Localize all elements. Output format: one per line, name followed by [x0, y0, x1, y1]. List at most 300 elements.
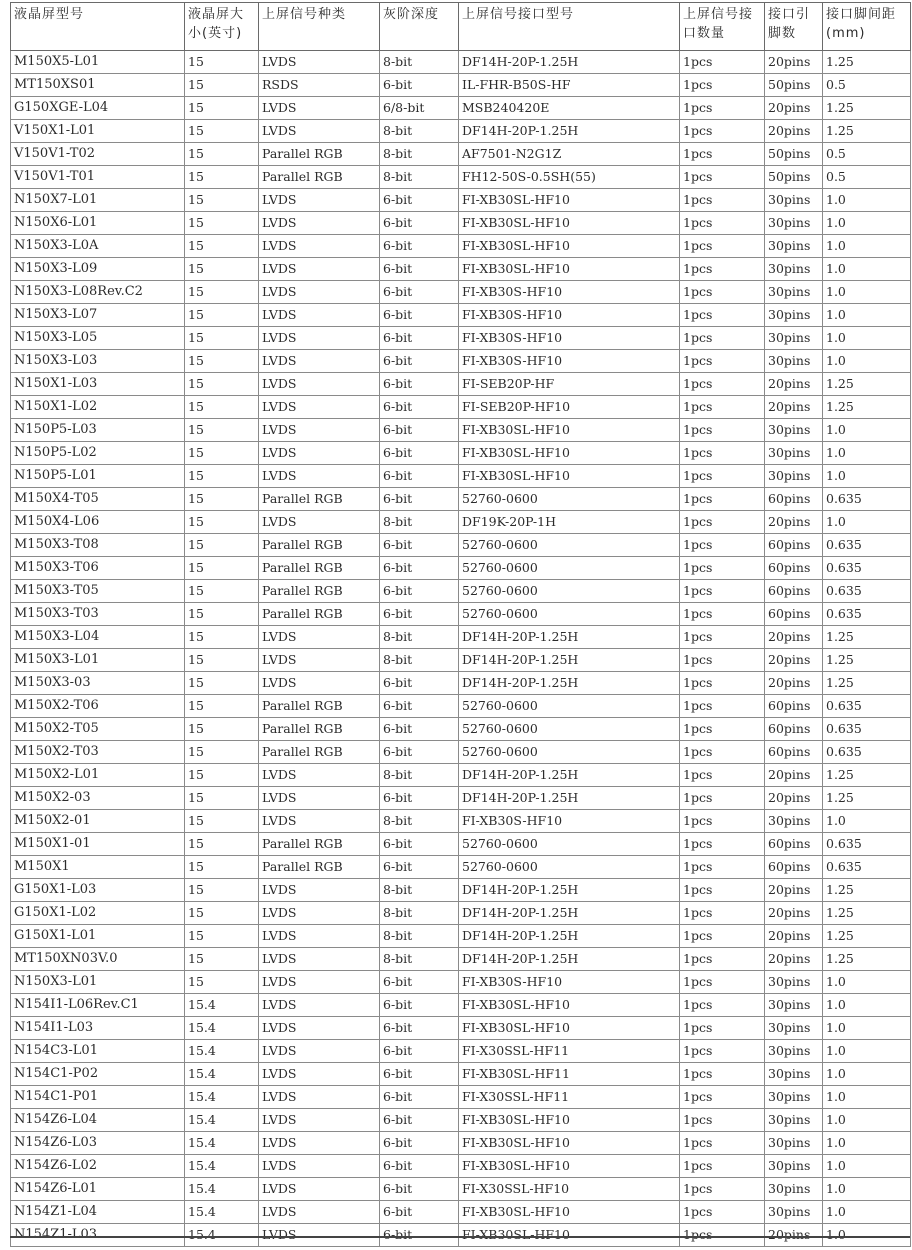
table-row	[11, 718, 911, 741]
table-row	[11, 925, 911, 948]
header-signal-type: 上屏信号种类	[259, 3, 380, 51]
cell-connector-count: 1pcs	[680, 833, 765, 856]
cell-connector-count: 1pcs	[680, 764, 765, 787]
cell-pin-pitch: 1.25	[823, 787, 911, 810]
cell-gray-depth: 6-bit	[380, 994, 459, 1017]
cell-connector-count: 1pcs	[680, 856, 765, 879]
cell-connector-count: 1pcs	[680, 925, 765, 948]
cell-pin-pitch: 1.0	[823, 419, 911, 442]
header-gray-depth: 灰阶深度	[380, 3, 459, 51]
cell-size: 15.4	[185, 1063, 259, 1086]
cell-connector-model: 52760-0600	[459, 833, 680, 856]
cell-signal-type: LVDS	[259, 1086, 380, 1109]
cell-pin-count: 20pins	[765, 787, 823, 810]
cell-size: 15	[185, 971, 259, 994]
cell-gray-depth: 6-bit	[380, 396, 459, 419]
cell-pin-count: 30pins	[765, 994, 823, 1017]
table-row	[11, 120, 911, 143]
cell-signal-type: Parallel RGB	[259, 695, 380, 718]
table-row	[11, 948, 911, 971]
cell-gray-depth: 6-bit	[380, 281, 459, 304]
cell-signal-type: Parallel RGB	[259, 488, 380, 511]
cell-size: 15	[185, 741, 259, 764]
cell-connector-model: DF14H-20P-1.25H	[459, 902, 680, 925]
cell-pin-pitch: 1.0	[823, 1109, 911, 1132]
cell-connector-count: 1pcs	[680, 396, 765, 419]
cell-size: 15	[185, 258, 259, 281]
table-row	[11, 1178, 911, 1201]
cell-gray-depth: 6-bit	[380, 971, 459, 994]
cell-gray-depth: 8-bit	[380, 511, 459, 534]
cell-size: 15	[185, 764, 259, 787]
cell-model: M150X2-03	[11, 787, 185, 810]
cell-gray-depth: 8-bit	[380, 166, 459, 189]
cell-connector-model: FI-XB30SL-HF10	[459, 465, 680, 488]
cell-size: 15	[185, 488, 259, 511]
cell-signal-type: Parallel RGB	[259, 741, 380, 764]
cell-size: 15	[185, 74, 259, 97]
cell-connector-model: 52760-0600	[459, 580, 680, 603]
cell-connector-count: 1pcs	[680, 626, 765, 649]
cell-signal-type: LVDS	[259, 649, 380, 672]
cell-connector-count: 1pcs	[680, 810, 765, 833]
cell-connector-count: 1pcs	[680, 1201, 765, 1224]
cell-connector-model: IL-FHR-B50S-HF	[459, 74, 680, 97]
cell-connector-model: FI-XB30S-HF10	[459, 281, 680, 304]
cell-size: 15	[185, 879, 259, 902]
cell-pin-count: 50pins	[765, 166, 823, 189]
cell-model: N150X3-L09	[11, 258, 185, 281]
cell-connector-model: 52760-0600	[459, 741, 680, 764]
cell-pin-count: 30pins	[765, 327, 823, 350]
cell-pin-count: 20pins	[765, 672, 823, 695]
cell-model: M150X2-01	[11, 810, 185, 833]
cell-pin-count: 60pins	[765, 534, 823, 557]
cell-signal-type: LVDS	[259, 212, 380, 235]
cell-connector-count: 1pcs	[680, 120, 765, 143]
cell-connector-model: FI-SEB20P-HF10	[459, 396, 680, 419]
table-row	[11, 1132, 911, 1155]
cell-signal-type: LVDS	[259, 327, 380, 350]
cell-pin-count: 30pins	[765, 1086, 823, 1109]
cell-pin-count: 20pins	[765, 764, 823, 787]
cell-connector-count: 1pcs	[680, 281, 765, 304]
cell-signal-type: LVDS	[259, 1155, 380, 1178]
table-header-row	[11, 3, 911, 51]
header-pin-pitch: 接口脚间距(mm)	[823, 3, 911, 51]
cell-pin-count: 20pins	[765, 902, 823, 925]
cell-signal-type: Parallel RGB	[259, 580, 380, 603]
cell-pin-count: 30pins	[765, 1017, 823, 1040]
cell-pin-pitch: 1.0	[823, 442, 911, 465]
cell-pin-count: 20pins	[765, 925, 823, 948]
cell-signal-type: LVDS	[259, 948, 380, 971]
cell-pin-pitch: 0.635	[823, 557, 911, 580]
table-row	[11, 787, 911, 810]
cell-pin-count: 20pins	[765, 396, 823, 419]
cell-pin-pitch: 1.25	[823, 51, 911, 74]
cell-pin-pitch: 0.635	[823, 580, 911, 603]
cell-model: N150X1-L03	[11, 373, 185, 396]
cell-model: M150X3-T03	[11, 603, 185, 626]
cell-connector-count: 1pcs	[680, 1109, 765, 1132]
cell-connector-count: 1pcs	[680, 1086, 765, 1109]
header-connector-model: 上屏信号接口型号	[459, 3, 680, 51]
cell-model: N154Z1-L03	[11, 1224, 185, 1247]
cell-gray-depth: 6-bit	[380, 1155, 459, 1178]
table-row	[11, 603, 911, 626]
cell-model: N154C3-L01	[11, 1040, 185, 1063]
cell-connector-model: FI-XB30SL-HF10	[459, 442, 680, 465]
cell-connector-model: DF14H-20P-1.25H	[459, 649, 680, 672]
cell-gray-depth: 6-bit	[380, 1224, 459, 1247]
cell-size: 15.4	[185, 1224, 259, 1247]
cell-gray-depth: 6-bit	[380, 1109, 459, 1132]
cell-connector-count: 1pcs	[680, 74, 765, 97]
table-row	[11, 1040, 911, 1063]
cell-size: 15.4	[185, 1155, 259, 1178]
cell-connector-count: 1pcs	[680, 971, 765, 994]
cell-model: M150X2-T05	[11, 718, 185, 741]
cell-size: 15	[185, 626, 259, 649]
cell-model: M150X3-L04	[11, 626, 185, 649]
table-row	[11, 97, 911, 120]
cell-pin-pitch: 0.635	[823, 488, 911, 511]
cell-model: M150X3-T06	[11, 557, 185, 580]
cell-signal-type: LVDS	[259, 465, 380, 488]
cell-model: MT150XN03V.0	[11, 948, 185, 971]
cell-pin-pitch: 0.635	[823, 695, 911, 718]
cell-pin-pitch: 1.25	[823, 396, 911, 419]
cell-model: V150X1-L01	[11, 120, 185, 143]
cell-connector-model: FI-XB30SL-HF10	[459, 212, 680, 235]
cell-pin-pitch: 1.25	[823, 879, 911, 902]
cell-gray-depth: 6-bit	[380, 189, 459, 212]
table-row	[11, 51, 911, 74]
cell-pin-pitch: 0.635	[823, 718, 911, 741]
cell-pin-pitch: 1.0	[823, 810, 911, 833]
cell-size: 15	[185, 649, 259, 672]
cell-connector-model: DF14H-20P-1.25H	[459, 120, 680, 143]
cell-size: 15	[185, 833, 259, 856]
cell-gray-depth: 6-bit	[380, 442, 459, 465]
cell-pin-count: 30pins	[765, 189, 823, 212]
cell-pin-count: 30pins	[765, 1132, 823, 1155]
cell-signal-type: LVDS	[259, 258, 380, 281]
table-row	[11, 902, 911, 925]
cell-connector-count: 1pcs	[680, 649, 765, 672]
cell-connector-count: 1pcs	[680, 718, 765, 741]
cell-connector-model: FI-XB30S-HF10	[459, 350, 680, 373]
cell-connector-count: 1pcs	[680, 442, 765, 465]
cell-connector-model: FI-XB30SL-HF10	[459, 419, 680, 442]
cell-pin-count: 30pins	[765, 810, 823, 833]
cell-connector-model: FI-XB30SL-HF10	[459, 1155, 680, 1178]
cell-pin-pitch: 0.635	[823, 856, 911, 879]
cell-connector-model: FI-XB30SL-HF10	[459, 1109, 680, 1132]
cell-model: M150X2-T06	[11, 695, 185, 718]
cell-pin-pitch: 1.25	[823, 120, 911, 143]
cell-signal-type: LVDS	[259, 672, 380, 695]
cell-connector-count: 1pcs	[680, 787, 765, 810]
cell-pin-count: 30pins	[765, 1155, 823, 1178]
cell-model: M150X3-L01	[11, 649, 185, 672]
cell-signal-type: LVDS	[259, 442, 380, 465]
cell-connector-model: FI-XB30SL-HF10	[459, 258, 680, 281]
cell-signal-type: LVDS	[259, 396, 380, 419]
cell-connector-model: FI-XB30SL-HF10	[459, 235, 680, 258]
cell-model: N150X3-L03	[11, 350, 185, 373]
cell-connector-model: FI-XB30SL-HF11	[459, 1063, 680, 1086]
cell-gray-depth: 8-bit	[380, 51, 459, 74]
cell-model: M150X4-L06	[11, 511, 185, 534]
table-row	[11, 74, 911, 97]
cell-pin-count: 30pins	[765, 419, 823, 442]
cell-model: N150X3-L08Rev.C2	[11, 281, 185, 304]
cell-signal-type: LVDS	[259, 1063, 380, 1086]
cell-pin-pitch: 0.635	[823, 603, 911, 626]
cell-size: 15	[185, 695, 259, 718]
cell-pin-pitch: 0.5	[823, 166, 911, 189]
cell-connector-model: 52760-0600	[459, 856, 680, 879]
cell-connector-count: 1pcs	[680, 1155, 765, 1178]
cell-signal-type: LVDS	[259, 235, 380, 258]
cell-signal-type: LVDS	[259, 373, 380, 396]
cell-connector-count: 1pcs	[680, 1063, 765, 1086]
cell-pin-pitch: 1.0	[823, 235, 911, 258]
cell-size: 15	[185, 143, 259, 166]
cell-signal-type: LVDS	[259, 879, 380, 902]
cell-connector-count: 1pcs	[680, 695, 765, 718]
cell-size: 15	[185, 396, 259, 419]
cell-connector-count: 1pcs	[680, 327, 765, 350]
cell-size: 15	[185, 442, 259, 465]
cell-signal-type: LVDS	[259, 304, 380, 327]
table-row	[11, 833, 911, 856]
cell-gray-depth: 8-bit	[380, 810, 459, 833]
cell-size: 15	[185, 281, 259, 304]
cell-signal-type: LVDS	[259, 626, 380, 649]
cell-pin-pitch: 1.0	[823, 304, 911, 327]
cell-pin-count: 50pins	[765, 74, 823, 97]
cell-size: 15	[185, 511, 259, 534]
cell-pin-count: 20pins	[765, 97, 823, 120]
cell-pin-count: 30pins	[765, 304, 823, 327]
cell-pin-pitch: 1.0	[823, 281, 911, 304]
table-row	[11, 488, 911, 511]
table-body	[11, 51, 911, 1247]
cell-model: N154I1-L06Rev.C1	[11, 994, 185, 1017]
cell-model: N154Z1-L04	[11, 1201, 185, 1224]
cell-pin-pitch: 1.25	[823, 925, 911, 948]
cell-pin-pitch: 1.0	[823, 465, 911, 488]
table-row	[11, 304, 911, 327]
table-row	[11, 166, 911, 189]
cell-model: N150P5-L01	[11, 465, 185, 488]
cell-connector-count: 1pcs	[680, 304, 765, 327]
header-pin-count: 接口引脚数	[765, 3, 823, 51]
cell-gray-depth: 6-bit	[380, 350, 459, 373]
cell-pin-pitch: 1.0	[823, 1224, 911, 1247]
cell-size: 15	[185, 787, 259, 810]
cell-connector-count: 1pcs	[680, 672, 765, 695]
cell-connector-model: FI-XB30SL-HF10	[459, 994, 680, 1017]
cell-pin-count: 20pins	[765, 626, 823, 649]
cell-pin-pitch: 1.25	[823, 902, 911, 925]
cell-connector-model: FI-SEB20P-HF	[459, 373, 680, 396]
table-row	[11, 1063, 911, 1086]
cell-size: 15	[185, 304, 259, 327]
cell-pin-count: 30pins	[765, 281, 823, 304]
cell-gray-depth: 6-bit	[380, 1201, 459, 1224]
cell-pin-count: 30pins	[765, 442, 823, 465]
cell-pin-count: 20pins	[765, 511, 823, 534]
cell-size: 15	[185, 373, 259, 396]
cell-pin-pitch: 1.0	[823, 1178, 911, 1201]
cell-connector-model: FI-XB30SL-HF10	[459, 1017, 680, 1040]
cell-connector-count: 1pcs	[680, 603, 765, 626]
cell-size: 15	[185, 189, 259, 212]
cell-pin-count: 20pins	[765, 51, 823, 74]
cell-connector-model: FI-XB30SL-HF10	[459, 1201, 680, 1224]
cell-connector-count: 1pcs	[680, 51, 765, 74]
table-row	[11, 580, 911, 603]
table-row	[11, 672, 911, 695]
cell-size: 15	[185, 603, 259, 626]
cell-size: 15	[185, 235, 259, 258]
cell-model: M150X2-L01	[11, 764, 185, 787]
cell-gray-depth: 6-bit	[380, 304, 459, 327]
cell-pin-count: 20pins	[765, 120, 823, 143]
cell-connector-model: FI-X30SSL-HF10	[459, 1178, 680, 1201]
cell-connector-count: 1pcs	[680, 902, 765, 925]
cell-signal-type: LVDS	[259, 1178, 380, 1201]
cell-connector-model: FI-XB30S-HF10	[459, 304, 680, 327]
cell-connector-count: 1pcs	[680, 373, 765, 396]
cell-gray-depth: 8-bit	[380, 948, 459, 971]
cell-pin-count: 30pins	[765, 212, 823, 235]
cell-size: 15	[185, 166, 259, 189]
cell-pin-count: 60pins	[765, 741, 823, 764]
cell-pin-count: 60pins	[765, 833, 823, 856]
cell-connector-count: 1pcs	[680, 948, 765, 971]
cell-model: N150X1-L02	[11, 396, 185, 419]
cell-size: 15	[185, 810, 259, 833]
cell-signal-type: Parallel RGB	[259, 718, 380, 741]
cell-model: N154C1-P01	[11, 1086, 185, 1109]
cell-connector-count: 1pcs	[680, 1017, 765, 1040]
cell-gray-depth: 6-bit	[380, 74, 459, 97]
cell-gray-depth: 6-bit	[380, 1086, 459, 1109]
cell-gray-depth: 6-bit	[380, 695, 459, 718]
cell-signal-type: LVDS	[259, 189, 380, 212]
cell-connector-count: 1pcs	[680, 189, 765, 212]
cell-gray-depth: 6-bit	[380, 1178, 459, 1201]
cell-pin-count: 30pins	[765, 1040, 823, 1063]
cell-size: 15.4	[185, 1178, 259, 1201]
cell-model: G150X1-L01	[11, 925, 185, 948]
cell-model: V150V1-T02	[11, 143, 185, 166]
cell-gray-depth: 8-bit	[380, 143, 459, 166]
cell-gray-depth: 6-bit	[380, 1063, 459, 1086]
cell-model: M150X5-L01	[11, 51, 185, 74]
cell-connector-count: 1pcs	[680, 350, 765, 373]
cell-pin-pitch: 1.0	[823, 327, 911, 350]
cell-size: 15	[185, 925, 259, 948]
cell-signal-type: RSDS	[259, 74, 380, 97]
cell-connector-count: 1pcs	[680, 235, 765, 258]
cell-size: 15	[185, 856, 259, 879]
cell-pin-pitch: 1.0	[823, 1201, 911, 1224]
cell-model: M150X3-03	[11, 672, 185, 695]
cell-signal-type: LVDS	[259, 925, 380, 948]
cell-model: M150X2-T03	[11, 741, 185, 764]
cell-size: 15.4	[185, 1109, 259, 1132]
cell-connector-model: DF19K-20P-1H	[459, 511, 680, 534]
cell-signal-type: LVDS	[259, 419, 380, 442]
cell-signal-type: LVDS	[259, 511, 380, 534]
cell-model: G150X1-L03	[11, 879, 185, 902]
cell-signal-type: LVDS	[259, 1224, 380, 1247]
cell-model: N154C1-P02	[11, 1063, 185, 1086]
cell-size: 15.4	[185, 994, 259, 1017]
cell-connector-model: FI-X30SSL-HF11	[459, 1086, 680, 1109]
cell-connector-model: FI-XB30SL-HF10	[459, 1224, 680, 1247]
cell-signal-type: LVDS	[259, 1040, 380, 1063]
cell-gray-depth: 6-bit	[380, 212, 459, 235]
cell-signal-type: LVDS	[259, 810, 380, 833]
table-row	[11, 235, 911, 258]
cell-pin-pitch: 1.25	[823, 373, 911, 396]
table-row	[11, 511, 911, 534]
cell-size: 15	[185, 120, 259, 143]
cell-size: 15	[185, 327, 259, 350]
cell-connector-model: FI-XB30S-HF10	[459, 810, 680, 833]
cell-pin-count: 30pins	[765, 465, 823, 488]
cell-signal-type: LVDS	[259, 1201, 380, 1224]
cell-connector-count: 1pcs	[680, 879, 765, 902]
header-size: 液晶屏大小(英寸)	[185, 3, 259, 51]
cell-pin-pitch: 1.0	[823, 1155, 911, 1178]
cell-pin-pitch: 0.635	[823, 534, 911, 557]
cell-size: 15	[185, 465, 259, 488]
cell-pin-count: 30pins	[765, 1201, 823, 1224]
cell-signal-type: Parallel RGB	[259, 603, 380, 626]
cell-size: 15	[185, 419, 259, 442]
cell-model: N150X3-L05	[11, 327, 185, 350]
cell-pin-pitch: 1.0	[823, 1086, 911, 1109]
cell-connector-model: 52760-0600	[459, 557, 680, 580]
cell-gray-depth: 8-bit	[380, 626, 459, 649]
cell-pin-pitch: 1.25	[823, 948, 911, 971]
cell-pin-pitch: 1.0	[823, 511, 911, 534]
cell-pin-pitch: 1.0	[823, 994, 911, 1017]
cell-model: G150X1-L02	[11, 902, 185, 925]
cell-signal-type: LVDS	[259, 787, 380, 810]
cell-pin-pitch: 1.0	[823, 1063, 911, 1086]
table-row	[11, 419, 911, 442]
cell-size: 15.4	[185, 1201, 259, 1224]
cell-signal-type: Parallel RGB	[259, 534, 380, 557]
cell-pin-count: 30pins	[765, 1109, 823, 1132]
cell-signal-type: LVDS	[259, 97, 380, 120]
table-row	[11, 373, 911, 396]
table-row	[11, 281, 911, 304]
cell-connector-count: 1pcs	[680, 1178, 765, 1201]
cell-pin-count: 30pins	[765, 1063, 823, 1086]
cell-connector-count: 1pcs	[680, 1224, 765, 1247]
cell-gray-depth: 6-bit	[380, 235, 459, 258]
